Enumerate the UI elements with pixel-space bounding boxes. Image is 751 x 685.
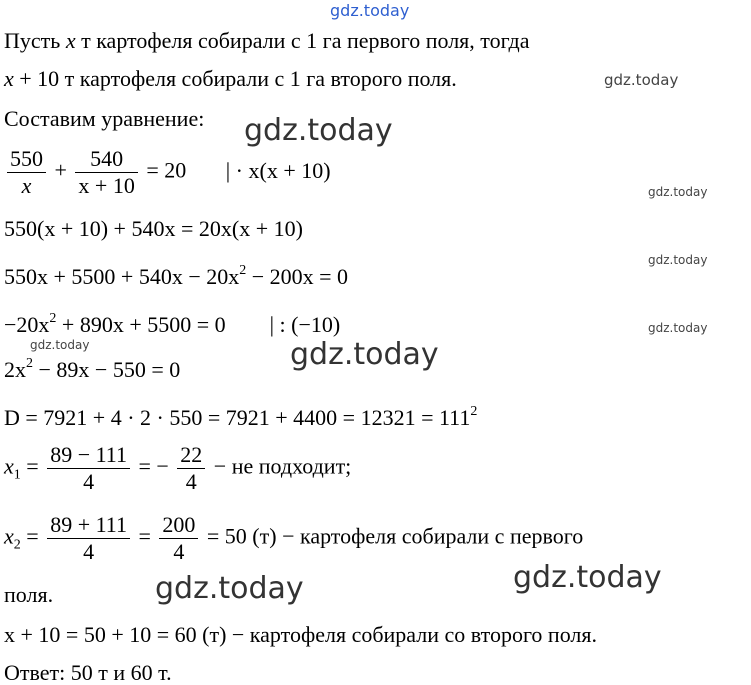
root-2: $x_2$ = $\frac{89 + 111}{4}$ = $\frac{200}{4}$ = 50 (т) − картофеля собирали с первого bbox=[4, 512, 584, 564]
watermark-large: gdz.today bbox=[513, 560, 662, 595]
fraction: $\frac{550}{x}$ bbox=[7, 146, 46, 199]
setup-text: Составим уравнение: bbox=[4, 106, 205, 131]
fraction: $\frac{89 - 111}{4}$ bbox=[47, 442, 130, 495]
equation-fractions: $\frac{550}{x}$ + $\frac{540}{x + 10}$ = 20 | · x(x + 10) bbox=[4, 146, 331, 199]
intro-line-2: x + 10 т картофеля собирали с 1 га второго поля. bbox=[4, 66, 457, 91]
root-2-continuation: поля. bbox=[4, 582, 54, 607]
answer: Ответ: 50 т и 60 т. bbox=[4, 660, 172, 685]
intro-line-1: Пусть x т картофеля собирали с 1 га первого поля, тогда bbox=[4, 28, 530, 53]
watermark-small: gdz.today bbox=[30, 338, 90, 352]
second-field-line: x + 10 = 50 + 10 = 60 (т) − картофеля собирали со второго поля. bbox=[4, 622, 598, 647]
equation-quadratic: $-20x^2 + 890x + 5500 = 0$ | : (−10) bbox=[4, 311, 341, 337]
fraction: $\frac{200}{4}$ bbox=[159, 512, 198, 565]
watermark-large: gdz.today bbox=[290, 337, 439, 372]
watermark-small: gdz.today bbox=[648, 185, 708, 199]
watermark-small: gdz.today bbox=[648, 253, 708, 267]
equation-collected: $550x + 5500 + 540x - 20x^2 - 200x = 0$ bbox=[4, 263, 349, 289]
fraction: $\frac{89 + 111}{4}$ bbox=[47, 512, 130, 565]
discriminant: $D = 7921 + 4 \cdot 2 \cdot 550 = 7921 + 4400 = 12321 = 111^2$ bbox=[4, 404, 478, 430]
watermark-large: gdz.today bbox=[244, 113, 393, 148]
equation-reduced: $2x^2 - 89x - 550 = 0$ bbox=[4, 356, 181, 382]
watermark-right: gdz.today bbox=[604, 71, 679, 89]
fraction: $\frac{22}{4}$ bbox=[177, 442, 205, 495]
root-1: $x_1$ = $\frac{89 - 111}{4}$ = − $\frac{22}{4}$ − не подходит; bbox=[4, 442, 352, 494]
watermark-small: gdz.today bbox=[648, 321, 708, 335]
watermark-large: gdz.today bbox=[155, 571, 304, 606]
equation-expanded: 550(x + 10) + 540x = 20x(x + 10) bbox=[4, 216, 303, 241]
watermark-top: gdz.today bbox=[330, 1, 410, 20]
fraction: $\frac{540}{x + 10}$ bbox=[75, 146, 137, 199]
